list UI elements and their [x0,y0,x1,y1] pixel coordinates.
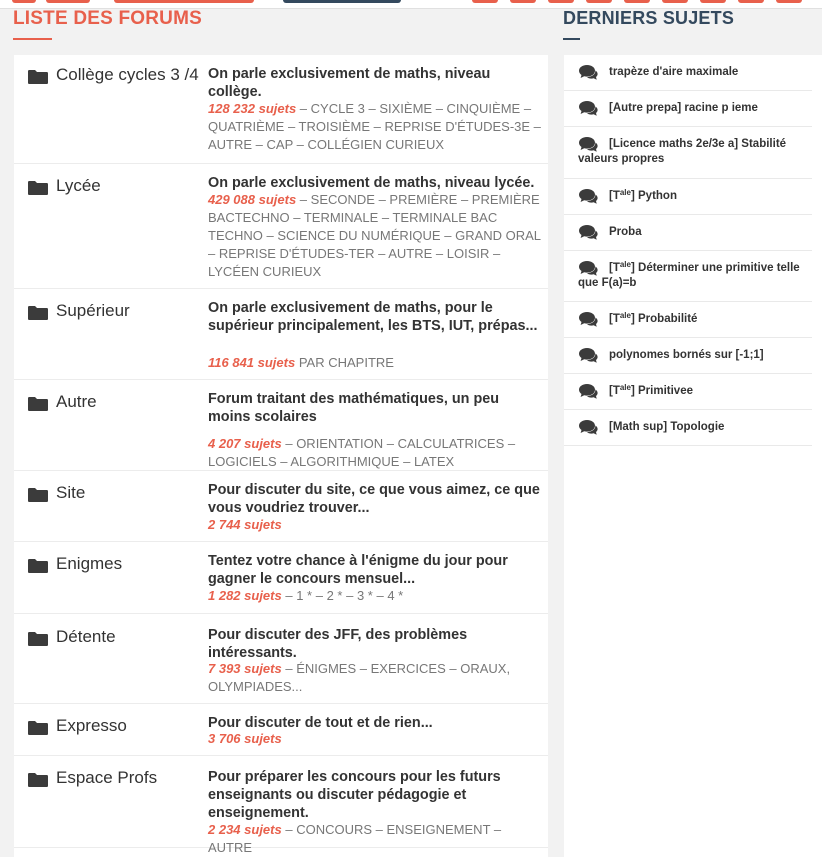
subforum-link[interactable]: QUATRIÈME [208,119,285,134]
forum-title-link[interactable]: Site [56,483,86,502]
toolbar-button-partial[interactable] [12,0,36,3]
subforum-link[interactable]: AUTRE [388,246,433,261]
topic-link[interactable]: [Autre prepa] racine p ieme [609,102,758,114]
topic-link[interactable]: $[T^{ale}]$ Déterminer une primitive telle que F(a)=b [578,260,800,289]
subforum-link[interactable]: LOISIR [446,246,490,261]
topic-item[interactable] [564,374,812,410]
forum-row[interactable] [14,756,548,855]
topic-link[interactable]: [Math sup] Topologie [609,421,725,433]
subforum-link[interactable]: ORIENTATION [296,436,384,451]
subforum-link[interactable]: ORAUX, OLYMPIADES... [208,661,511,694]
toolbar-button-partial[interactable] [662,0,688,3]
forum-description: Pour préparer les concours pour les futurs enseignants ou discuter pédagogie et enseignement. [208,769,501,821]
forum-title-link[interactable]: Supérieur [56,301,130,320]
forum-meta: 2 234 sujets – CONCOURS – ENSEIGNEMENT – AUTRE [208,822,502,855]
title-underline [563,38,580,40]
forum-meta [208,516,542,534]
topic-count: 2 234 sujets [208,822,282,837]
topic-item[interactable] [564,215,812,251]
forum-description: Pour discuter des JFF, des problèmes intéressants. [208,627,468,661]
subforum-link[interactable]: CONCOURS [296,822,373,837]
subforum-link[interactable]: TERMINALE BAC TECHNO [208,210,498,243]
folder-icon [27,720,49,736]
subforum-link[interactable]: REPRISE D'ÉTUDES-TER [218,246,375,261]
subforum-link[interactable]: 2 * [326,588,343,603]
forum-meta: 128 232 sujets – CYCLE 3 – SIXIÈME – CINQUIÈME – QUATRIÈME – TROISIÈME – REPRISE D'ÉTUDES-3E – AUTRE – CAP – COLLÉGIEN CURIEUX [208,101,541,152]
subforum-link[interactable]: SIXIÈME [379,101,433,116]
forum-title-link[interactable]: Espace Profs [56,768,158,787]
topic-link[interactable]: $[T^{ale}]$ Primitivee [609,383,693,397]
toolbar-button-partial[interactable] [114,0,254,3]
subforum-link[interactable]: CAP [266,137,294,152]
forum-description: Tentez votre chance à l'énigme du jour pour gagner le concours mensuel... [208,553,508,587]
subforum-link[interactable]: LYCÉEN CURIEUX [208,264,322,279]
topic-item[interactable] [564,91,812,127]
topic-count: 1 282 sujets [208,588,282,603]
topic-count: 3 706 sujets [208,731,282,746]
subforum-link[interactable]: 4 * [387,588,404,603]
subforum-link[interactable]: LATEX [413,454,455,469]
toolbar-button-partial[interactable] [586,0,612,3]
topic-link[interactable]: polynomes bornés sur [-1;1] [609,349,764,361]
forum-row[interactable] [14,164,548,289]
subforum-link[interactable]: ÉNIGMES [296,661,357,676]
folder-icon [27,180,49,196]
forum-meta: 7 393 sujets – ÉNIGMES – EXERCICES – ORAUX, OLYMPIADES... [208,661,511,694]
forum-list [14,55,548,857]
toolbar-button-partial[interactable] [776,0,802,3]
forum-row[interactable] [14,704,548,756]
topic-item[interactable] [564,338,812,374]
forum-description: Pour discuter de tout et de rien... [208,715,433,731]
topic-item[interactable] [564,302,812,338]
topic-link[interactable]: trapèze d'aire maximale [609,66,739,78]
forum-meta: 4 207 sujets – ORIENTATION – CALCULATRICES – LOGICIELS – ALGORITHMIQUE – LATEX [208,436,516,469]
forum-description: On parle exclusivement de maths, pour le supérieur principalement, les BTS, IUT, prépas... [208,300,538,334]
forum-description: Pour discuter du site, ce que vous aimez, ce que vous voudriez trouver... [208,482,540,516]
subforum-link[interactable]: REPRISE D'ÉTUDES-3E [384,119,531,134]
toolbar-button-partial[interactable] [472,0,498,3]
subforum-link[interactable]: SECONDE [310,192,375,207]
topic-item[interactable] [564,410,812,446]
topic-count: 116 841 sujets [208,355,296,370]
subforum-link[interactable]: 3 * [356,588,373,603]
folder-icon [27,631,49,647]
forum-row[interactable] [14,380,548,471]
folder-icon [27,558,49,574]
forum-meta: 429 088 sujets – SECONDE – PREMIÈRE – PREMIÈRE BACTECHNO – TERMINALE – TERMINALE BAC TECHNO – SCIENCE DU NUMÉRIQUE – GRAND ORAL – REPRISE D'ÉTUDES-TER – AUTRE – LOISIR – LYCÉEN CURIEUX [208,192,541,279]
topic-item[interactable] [564,251,812,302]
topic-item[interactable] [564,55,812,91]
forum-row[interactable] [14,55,548,164]
forum-title-link[interactable]: Autre [56,392,97,411]
subforum-link[interactable]: COLLÉGIEN CURIEUX [307,137,445,152]
subforum-link[interactable]: EXERCICES [370,661,446,676]
topic-link[interactable]: $[T^{ale}]$ Probabilité [609,311,698,325]
topic-item[interactable] [564,127,812,179]
subforum-link[interactable]: PREMIÈRE [389,192,458,207]
forum-description: Forum traitant des mathématiques, un peu moins scolaires [208,391,500,425]
subforum-link[interactable]: TERMINALE [303,210,379,225]
subforum-link[interactable]: CINQUIÈME [446,101,521,116]
topic-item[interactable] [564,179,812,215]
subforum-link[interactable]: CALCULATRICES [397,436,505,451]
topic-count: 4 207 sujets [208,436,282,451]
subforum-link[interactable]: PAR CHAPITRE [298,355,394,370]
topic-link[interactable]: $[T^{ale}]$ Python [609,188,677,202]
forums-list-title: LISTE DES FORUMS [13,8,202,29]
forum-title-link[interactable]: Lycée [56,176,101,195]
subforum-link[interactable]: AUTRE [208,137,253,152]
subforum-link[interactable]: SCIENCE DU NUMÉRIQUE [277,228,441,243]
subforum-link[interactable]: AUTRE [208,840,253,855]
topic-count: 429 088 sujets [208,192,297,207]
subforum-link[interactable]: 1 * [296,588,313,603]
top-toolbar-strip [0,0,822,8]
folder-icon [27,69,49,85]
forum-meta: 1 282 sujets – 1 * – 2 * – 3 * – 4 * [208,588,404,603]
toolbar-button-partial[interactable] [283,0,401,3]
forum-title-link[interactable]: Détente [56,627,116,646]
subforum-link[interactable]: LOGICIELS [208,454,277,469]
toolbar-button-partial[interactable] [548,0,574,3]
toolbar-button-partial[interactable] [624,0,650,3]
title-underline [13,38,52,40]
toolbar-button-partial[interactable] [510,0,536,3]
forum-title-link[interactable]: Expresso [56,716,127,735]
topic-link[interactable]: [Licence maths 2e/3e a] Stabilité valeurs propres [578,138,787,165]
forum-row[interactable] [14,542,548,614]
forum-description: On parle exclusivement de maths, niveau lycée. [208,175,535,191]
forum-title-link[interactable]: Collège cycles 3 /4 [56,65,199,84]
forum-description: On parle exclusivement de maths, niveau collège. [208,66,491,100]
forum-meta [208,730,542,748]
subforum-link[interactable]: ALGORITHMIQUE [290,454,400,469]
latest-topics-title: DERNIERS SUJETS [563,8,735,28]
topic-link[interactable]: Proba [609,226,642,238]
folder-icon [27,487,49,503]
toolbar-button-partial[interactable] [738,0,764,3]
forum-meta [208,354,542,372]
topic-count: 128 232 sujets [208,101,297,116]
subforum-link[interactable]: PREMIÈRE BACTECHNO [208,192,540,225]
subforum-link[interactable]: CYCLE 3 [310,101,365,116]
topic-count: 7 393 sujets [208,661,282,676]
toolbar-button-partial[interactable] [700,0,726,3]
toolbar-button-partial[interactable] [46,0,90,3]
forum-row[interactable] [14,471,548,542]
topic-count: 2 744 sujets [208,517,282,532]
folder-icon [27,772,49,788]
subforum-link[interactable]: ENSEIGNEMENT [386,822,491,837]
forum-row[interactable] [14,289,548,380]
folder-icon [27,396,49,412]
forum-row[interactable] [14,614,548,704]
forum-title-link[interactable]: Enigmes [56,554,123,573]
subforum-link[interactable]: TROISIÈME [298,119,371,134]
subforum-link[interactable]: GRAND ORAL [455,228,541,243]
latest-topics-list [564,55,822,857]
folder-icon [27,305,49,321]
